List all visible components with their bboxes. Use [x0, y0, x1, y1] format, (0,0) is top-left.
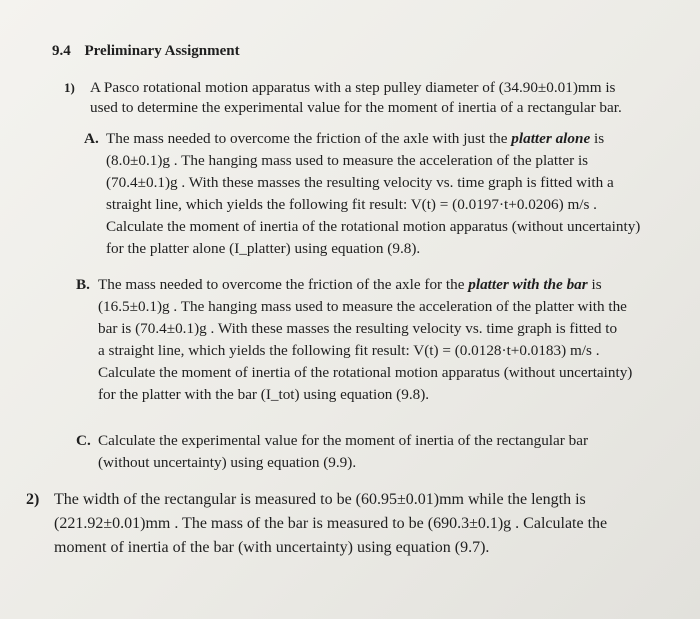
part-b-line-2: (16.5±0.1)g . The hanging mass used to measure the acceleration of the platter with the	[98, 298, 627, 315]
part-c-line-2: (without uncertainty) using equation (9.9).	[98, 454, 357, 471]
part-b-line-3: bar is (70.4±0.1)g . With these masses the resulting velocity vs. time graph is fitted to	[98, 320, 618, 337]
part-c	[76, 430, 676, 474]
question-2-line-3: moment of inertia of the bar (with uncertainty) using equation (9.7).	[54, 539, 490, 556]
question-number: 1)	[64, 80, 75, 95]
question-number: 2)	[26, 491, 40, 508]
question-1	[64, 78, 664, 117]
part-b-line-4: a straight line, which yields the following fit result: V(t) = (0.0128·t+0.0183) m/s .	[98, 342, 600, 359]
part-a-line-5: Calculate the moment of inertia of the rotational motion apparatus (without uncertainty)	[106, 218, 641, 235]
question-2-line-2: (221.92±0.01)mm . The mass of the bar is measured to be (690.3±0.1)g . Calculate the	[54, 515, 608, 532]
part-a-text-end: is	[590, 130, 605, 147]
part-a-line-6: for the platter alone (I_platter) using equation (9.8).	[106, 240, 421, 257]
part-b	[76, 274, 676, 406]
emphasis-text: platter with the bar	[468, 276, 588, 293]
question-1-line-1: A Pasco rotational motion apparatus with a step pulley diameter of (34.90±0.01)mm is	[90, 79, 616, 96]
part-a-line-3: (70.4±0.1)g . With these masses the resulting velocity vs. time graph is fitted with a	[106, 174, 614, 191]
part-a-line-2: (8.0±0.1)g . The hanging mass used to measure the acceleration of the platter is	[106, 152, 589, 169]
part-a	[84, 128, 654, 260]
part-label: A.	[84, 130, 99, 147]
question-1-line-2: used to determine the experimental value for the moment of inertia of a rectangular bar.	[90, 98, 622, 116]
part-b-text: The mass needed to overcome the friction of the axle for the	[98, 276, 469, 293]
section-title: Preliminary Assignment	[84, 43, 240, 59]
part-b-text-end: is	[587, 276, 602, 293]
part-b-line-5: Calculate the moment of inertia of the rotational motion apparatus (without uncertainty)	[98, 364, 633, 381]
part-a-text: The mass needed to overcome the friction of the axle with just the	[106, 130, 512, 147]
part-label: B.	[76, 276, 90, 293]
part-label: C.	[76, 432, 91, 449]
question-2-line-1: The width of the rectangular is measured to be (60.95±0.01)mm while the length is	[54, 491, 586, 508]
part-b-line-6: for the platter with the bar (I_tot) using equation (9.8).	[98, 386, 430, 403]
section-number: 9.4	[52, 43, 71, 59]
part-c-line-1: Calculate the experimental value for the moment of inertia of the rectangular bar	[98, 432, 589, 449]
question-2	[26, 488, 676, 560]
emphasis-text: platter alone	[511, 130, 591, 147]
section-heading	[52, 43, 240, 60]
part-a-line-4: straight line, which yields the following fit result: V(t) = (0.0197·t+0.0206) m/s .	[106, 196, 597, 213]
